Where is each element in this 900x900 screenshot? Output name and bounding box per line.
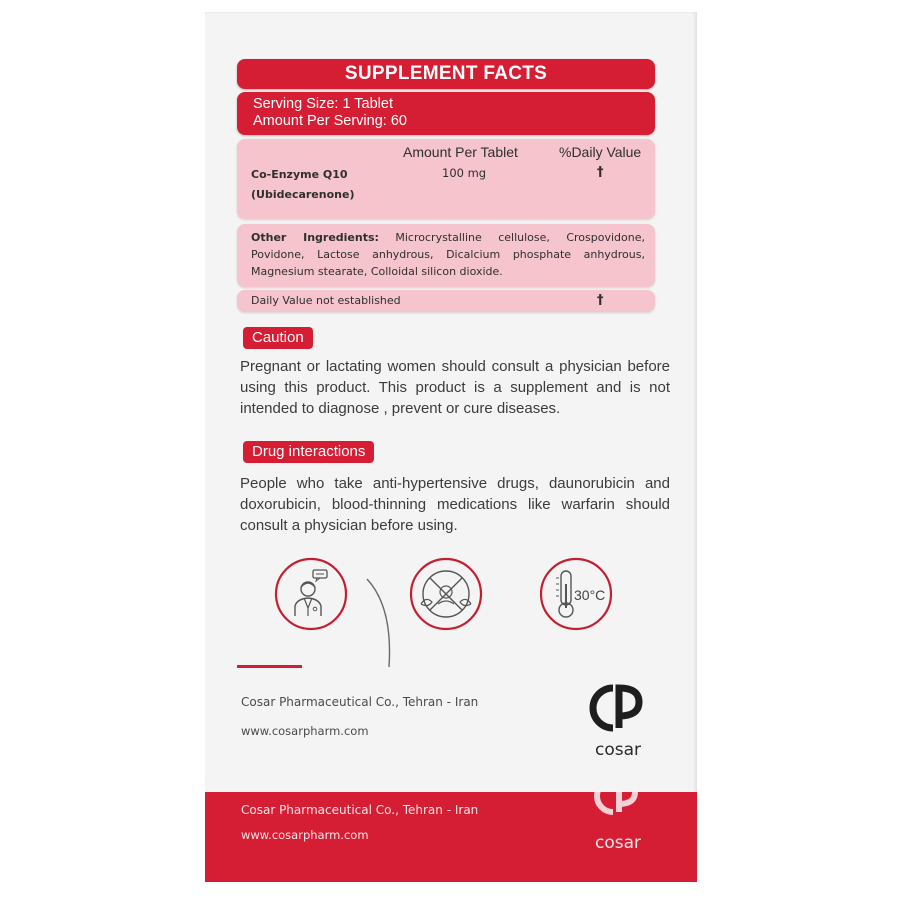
company-name: Cosar Pharmaceutical Co., Tehran - Iran — [241, 695, 479, 709]
band-company-name: Cosar Pharmaceutical Co., Tehran - Iran — [241, 803, 479, 817]
daily-value-note — [237, 290, 655, 312]
column-header-amount: Amount Per Tablet — [403, 144, 518, 160]
drug-interactions-text: People who take anti-hypertensive drugs, daunorubicin and doxorubicin, blood-thinning medications like warfarin should consult a physician before using. — [240, 475, 670, 534]
daily-value-dagger: † — [597, 165, 604, 180]
caution-text: Pregnant or lactating women should consult a physician before using this product. This product is a supplement and is not intended to diagnose , prevent or cure diseases. — [240, 358, 670, 417]
decorative-curve — [365, 577, 395, 669]
ingredient-table — [237, 139, 655, 219]
caution-heading: Caution — [243, 327, 313, 349]
temperature-label: 30°C — [574, 587, 606, 603]
ingredient-name-sub: (Ubidecarenone) — [251, 188, 355, 201]
band-logo-wordmark: cosar — [594, 833, 642, 852]
store-below-temperature-icon — [538, 556, 614, 632]
other-ingredients — [237, 224, 655, 287]
doctor-consult-icon — [273, 556, 349, 632]
ingredient-name-main: Co-Enzyme Q10 — [251, 168, 348, 181]
daily-value-note-text: Daily Value not established — [251, 294, 401, 307]
band-website-url: www.cosarpharm.com — [241, 828, 369, 842]
band-cosar-logo — [583, 792, 653, 852]
column-header-daily-value: %Daily Value — [559, 144, 642, 160]
drug-interactions-heading: Drug interactions — [243, 441, 374, 463]
logo-wordmark: cosar — [594, 740, 642, 760]
serving-info — [237, 92, 655, 135]
ingredient-name — [251, 165, 354, 205]
red-footer-band — [205, 792, 697, 882]
serving-size: Serving Size: 1 Tablet — [253, 96, 393, 112]
other-ingredients-label: Other Ingredients: — [251, 231, 379, 244]
supplement-facts-title: SUPPLEMENT FACTS — [237, 59, 655, 89]
website-url: www.cosarpharm.com — [241, 724, 369, 738]
amount-per-serving: Amount Per Serving: 60 — [253, 113, 407, 129]
daily-value-note-dagger: † — [597, 293, 604, 308]
ingredient-amount: 100 mg — [442, 166, 487, 180]
divider-line — [237, 665, 302, 668]
package-panel — [205, 12, 697, 882]
keep-away-from-children-icon — [408, 556, 484, 632]
other-ingredients-text: Microcrystalline cellulose, Crospovidone, Povidone, Lactose anhydrous, Dicalcium phosphate anhydrous, Magnesium stearate, Colloidal silicon dioxide. — [251, 231, 645, 278]
cosar-logo — [583, 680, 653, 760]
